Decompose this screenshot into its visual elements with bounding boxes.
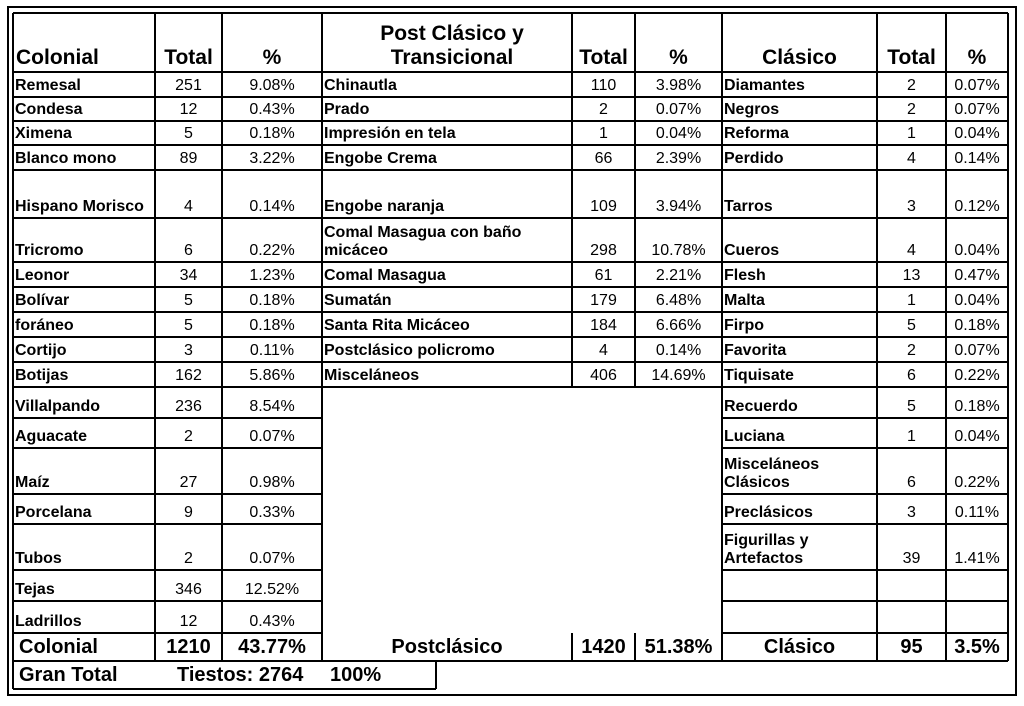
clasico-row-name: Reforma [724,125,789,142]
colonial-row-name: Condesa [15,101,83,118]
colonial-row-pct: 0.18% [249,292,295,309]
post-row-name: Postclásico policromo [324,342,495,359]
clasico-row-pct: 0.04% [954,428,1000,445]
post-row-total: 4 [599,342,608,359]
clasico-row-pct: 0.07% [954,342,1000,359]
clasico-row-total: 2 [907,342,916,359]
clasico-row-pct: 0.22% [954,367,1000,384]
colonial-row-name: Aguacate [15,428,88,445]
colonial-row-name: Tejas [15,581,55,598]
rule-line [322,311,722,313]
colonial-row-name: Tricromo [15,242,84,259]
rule-line [722,120,1008,122]
colonial-row-pct: 3.22% [249,150,295,167]
colonial-row-pct: 0.33% [249,504,295,521]
rule-line [13,286,322,288]
clasico-row-name: Tiquisate [724,367,794,384]
colonial-row-name: Blanco mono [15,150,117,167]
rule-line [322,71,722,73]
rule-line [322,336,722,338]
rule-line [322,261,722,263]
post-row-name: Engobe Crema [324,150,437,167]
colonial-row-name: Leonor [15,267,70,284]
rule-line [322,169,722,171]
grand-total-pct: 100% [330,663,382,686]
post-row-name: Santa Rita Micáceo [324,317,470,334]
rule-line [435,661,437,689]
clasico-row-total: 13 [902,267,921,284]
clasico-row-name: Preclásicos [724,504,813,521]
rule-line [722,217,1008,219]
clasico-row-name: Malta [724,292,765,309]
colonial-row-total: 4 [184,198,193,215]
post-row-total: 298 [590,242,617,259]
post-row-pct: 0.04% [655,125,702,142]
rule-line [722,417,1008,419]
clasico-row-name: Tarros [724,198,773,215]
colonial-row-pct: 0.22% [249,242,295,259]
clasico-subtotal-label: Clásico [763,635,836,658]
post-subtotal-label: Postclásico [391,635,503,658]
post-row-name: Engobe naranja [324,198,445,215]
clasico-row-total: 1 [907,292,916,309]
colonial-row-pct: 0.11% [249,342,295,359]
colonial-row-pct: 1.23% [249,267,295,284]
clasico-row-pct: 0.18% [954,398,1000,415]
clasico-row-total: 5 [907,317,916,334]
rule-line [722,600,1008,602]
clasico-row-name: Negros [724,101,780,118]
clasico-row-total: 3 [907,504,916,521]
clasico-row-name: Diamantes [724,77,805,94]
clasico-row-pct: 0.07% [954,77,1000,94]
colonial-row-name: foráneo [15,317,74,334]
colonial-row-pct: 0.18% [249,317,295,334]
rule-line [571,633,573,661]
colonial-row-name: Ximena [15,125,72,142]
post-row-pct: 3.94% [655,198,702,215]
colonial-row-total: 9 [184,504,193,521]
post-header: Post Clásico y Transicional [380,22,524,69]
colonial-row-name: Maíz [15,474,50,491]
rule-line [722,361,1008,363]
rule-line [722,144,1008,146]
clasico-row-name: Recuerdo [724,398,798,415]
post-row-pct: 3.98% [655,77,702,94]
rule-line [13,632,322,634]
rule-line [13,493,322,495]
rule-line [722,447,1008,449]
rule-line [322,286,722,288]
clasico-row-name: Flesh [724,267,766,284]
rule-line [722,569,1008,571]
clasico-row-total: 39 [902,550,921,567]
clasico-row-pct: 0.47% [954,267,1000,284]
rule-line [722,311,1008,313]
colonial-row-pct: 0.07% [249,550,295,567]
colonial-row-total: 3 [184,342,193,359]
rule-line [722,523,1008,525]
post-row-total: 61 [594,267,613,284]
rule-line [13,169,322,171]
post-pct-header: % [669,46,688,69]
post-row-pct: 0.07% [655,101,702,118]
clasico-row-pct: 0.11% [954,504,1000,521]
colonial-row-name: Botijas [15,367,69,384]
clasico-row-pct: 0.12% [954,198,1000,215]
rule-line [722,632,1008,634]
post-row-pct: 14.69% [651,367,706,384]
rule-line [13,261,322,263]
post-row-name: Sumatán [324,292,392,309]
rule-line [13,386,322,388]
clasico-row-name: Perdido [724,150,784,167]
clasico-row-pct [946,570,1008,601]
clasico-row-total [877,601,946,633]
post-row-pct: 2.39% [655,150,702,167]
clasico-row-total: 1 [907,428,916,445]
clasico-row-name: Misceláneos Clásicos [724,456,820,491]
rule-line [13,71,322,73]
colonial-row-pct: 0.43% [249,613,295,630]
rule-line [722,169,1008,171]
grand-total-label: Gran Total [19,663,118,686]
post-row-pct: 0.14% [655,342,702,359]
colonial-row-total: 346 [175,581,202,598]
colonial-row-name: Bolívar [15,292,70,309]
colonial-row-total: 6 [184,242,193,259]
clasico-row-total: 3 [907,198,916,215]
post-row-name: Impresión en tela [324,125,456,142]
colonial-row-total: 251 [175,77,202,94]
rule-line [722,286,1008,288]
colonial-row-name: Remesal [15,77,81,94]
rule-line [722,386,1008,388]
colonial-row-name: Villalpando [15,398,101,415]
post-row-pct: 10.78% [651,242,706,259]
colonial-row-total: 2 [184,550,193,567]
post-row-name: Misceláneos [324,367,420,384]
colonial-row-pct: 12.52% [244,581,300,598]
post-row-name: Chinautla [324,77,397,94]
clasico-row-name: Favorita [724,342,787,359]
rule-line [13,12,1008,14]
rule-line [322,217,722,219]
rule-line [722,71,1008,73]
colonial-total-header: Total [164,46,213,69]
clasico-row-total: 2 [907,77,916,94]
clasico-row-total: 4 [907,150,916,167]
colonial-row-total: 162 [175,367,202,384]
clasico-row-pct: 0.14% [954,150,1000,167]
colonial-row-name: Hispano Morisco [15,198,144,215]
colonial-row-total: 89 [179,150,198,167]
colonial-subtotal: 1210 [166,635,211,658]
rule-line [634,633,636,661]
rule-line [13,688,436,690]
colonial-row-total: 2 [184,428,193,445]
clasico-row-total: 5 [907,398,916,415]
clasico-row-pct: 0.18% [954,317,1000,334]
clasico-row-pct: 1.41% [954,550,1000,567]
colonial-row-total: 34 [179,267,198,284]
post-row-name: Prado [324,101,370,118]
post-row-pct: 6.48% [655,292,702,309]
clasico-header: Clásico [762,46,837,69]
rule-line [722,493,1008,495]
post-row-total: 66 [594,150,613,167]
colonial-row-total: 5 [184,317,193,334]
clasico-pct-header: % [967,46,987,69]
rule-line [571,13,573,387]
post-row-total: 110 [590,77,617,94]
clasico-row-pct: 0.04% [954,292,1000,309]
rule-line [322,386,722,388]
rule-line [12,661,14,689]
rule-line [322,96,722,98]
colonial-row-total: 12 [179,101,198,118]
rule-line [634,13,636,387]
post-row-name: Comal Masagua [324,267,446,284]
clasico-row-total: 6 [907,474,916,491]
rule-line [13,417,322,419]
rule-line [13,600,322,602]
rule-line [13,96,322,98]
rule-line [322,144,722,146]
rule-line [13,569,322,571]
post-row-total: 406 [590,367,617,384]
clasico-row-pct: 0.07% [954,101,1000,118]
colonial-subtotal-pct: 43.77% [238,635,306,658]
post-subtotal: 1420 [581,635,626,658]
colonial-row-total: 236 [175,398,202,415]
colonial-row-pct: 0.18% [249,125,295,142]
clasico-row-name: Cueros [724,242,780,259]
colonial-pct-header: % [262,46,282,69]
clasico-row-total: 4 [907,242,916,259]
clasico-total-header: Total [887,46,936,69]
clasico-row-pct [946,601,1008,633]
clasico-subtotal-pct: 3.5% [954,635,1000,658]
clasico-subtotal: 95 [900,635,923,658]
rule-line [13,144,322,146]
post-row-total: 1 [599,125,608,142]
colonial-row-pct: 0.14% [249,198,295,215]
colonial-row-pct: 0.43% [249,101,295,118]
rule-line [322,120,722,122]
colonial-subtotal-label: Colonial [19,635,98,658]
clasico-row-name [722,601,877,633]
rule-line [13,447,322,449]
rule-line [322,361,722,363]
colonial-row-total: 5 [184,125,193,142]
colonial-row-total: 27 [179,474,198,491]
colonial-row-name: Porcelana [15,504,92,521]
colonial-row-pct: 9.08% [249,77,295,94]
colonial-row-name: Ladrillos [15,613,82,630]
rule-line [13,361,322,363]
rule-line [13,311,322,313]
rule-line [722,261,1008,263]
clasico-row-total [877,570,946,601]
clasico-row-pct: 0.22% [954,474,1000,491]
clasico-row-total: 6 [907,367,916,384]
post-row-total: 109 [590,198,617,215]
colonial-row-total: 5 [184,292,193,309]
colonial-row-total: 12 [179,613,198,630]
post-row-total: 184 [590,317,617,334]
colonial-header: Colonial [16,46,99,69]
rule-line [13,120,322,122]
clasico-row-name: Luciana [724,428,785,445]
post-row-pct: 6.66% [655,317,702,334]
post-row-pct: 2.21% [655,267,702,284]
colonial-row-pct: 5.86% [249,367,295,384]
rule-line [13,523,322,525]
rule-line [722,336,1008,338]
rule-line [722,96,1008,98]
clasico-row-name [722,570,877,601]
post-row-total: 179 [590,292,617,309]
colonial-row-pct: 0.98% [249,474,295,491]
colonial-row-pct: 0.07% [249,428,295,445]
colonial-row-pct: 8.54% [249,398,295,415]
post-row-name: Comal Masagua con baño micáceo [324,224,522,259]
rule-line [13,217,322,219]
clasico-row-pct: 0.04% [954,242,1000,259]
clasico-row-total: 1 [907,125,916,142]
colonial-row-name: Cortijo [15,342,67,359]
post-total-header: Total [579,46,628,69]
grand-total-value: Tiestos: 2764 [177,663,304,686]
rule-line [13,336,322,338]
clasico-row-name: Figurillas y Artefactos [724,532,809,567]
clasico-row-name: Firpo [724,317,764,334]
clasico-row-total: 2 [907,101,916,118]
colonial-row-name: Tubos [15,550,62,567]
clasico-row-pct: 0.04% [954,125,1000,142]
post-subtotal-pct: 51.38% [644,635,713,658]
post-row-total: 2 [599,101,608,118]
rule-line [13,660,1008,662]
